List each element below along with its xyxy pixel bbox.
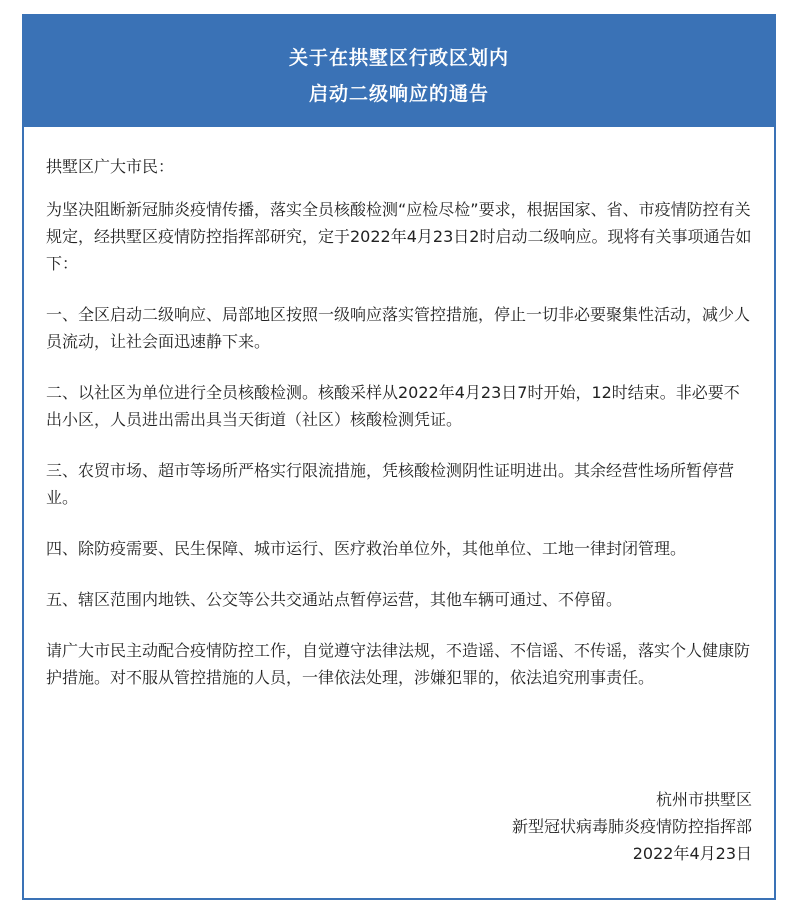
item-3: 三、农贸市场、超市等场所严格实行限流措施，凭核酸检测阴性证明进出。其余经营性场所暂停营业。 (46, 461, 735, 507)
item-4: 四、除防疫需要、民生保障、城市运行、医疗救治单位外，其他单位、工地一律封闭管理。 (46, 539, 687, 558)
salutation: 拱墅区广大市民： (46, 157, 175, 176)
notice-title-line-2: 启动二级响应的通告 (308, 83, 489, 105)
signature-department: 新型冠状病毒肺炎疫情防控指挥部 (511, 817, 752, 836)
notice-body (46, 153, 754, 715)
notice-frame (22, 14, 776, 900)
intro-paragraph: 为坚决阻断新冠肺炎疫情传播，落实全员核酸检测“应检尽检”要求，根据国家、省、市疫情防控有关规定，经拱墅区疫情防控指挥部研究，定于2022年4月23日2时启动二级响应。现将有关事项通告如下： (46, 200, 752, 273)
signature-district: 杭州市拱墅区 (655, 790, 752, 809)
signature-date: 2022年4月23日 (632, 844, 752, 863)
signature-block (512, 786, 752, 867)
item-5: 五、辖区范围内地铁、公交等公共交通站点暂停运营，其他车辆可通过、不停留。 (46, 590, 623, 609)
closing-paragraph: 请广大市民主动配合疫情防控工作，自觉遵守法律法规，不造谣、不信谣、不传谣，落实个人健康防护措施。对不服从管控措施的人员，一律依法处理，涉嫌犯罪的，依法追究刑事责任。 (46, 641, 751, 687)
notice-header (24, 16, 774, 127)
item-2: 二、以社区为单位进行全员核酸检测。核酸采样从2022年4月23日7时开始，12时结束。非必要不出小区，人员进出需出具当天街道（社区）核酸检测凭证。 (46, 383, 740, 429)
item-1: 一、全区启动二级响应、局部地区按照一级响应落实管控措施，停止一切非必要聚集性活动，减少人员流动，让社会面迅速静下来。 (46, 305, 751, 351)
notice-title-line-1: 关于在拱墅区行政区划内 (288, 47, 509, 69)
